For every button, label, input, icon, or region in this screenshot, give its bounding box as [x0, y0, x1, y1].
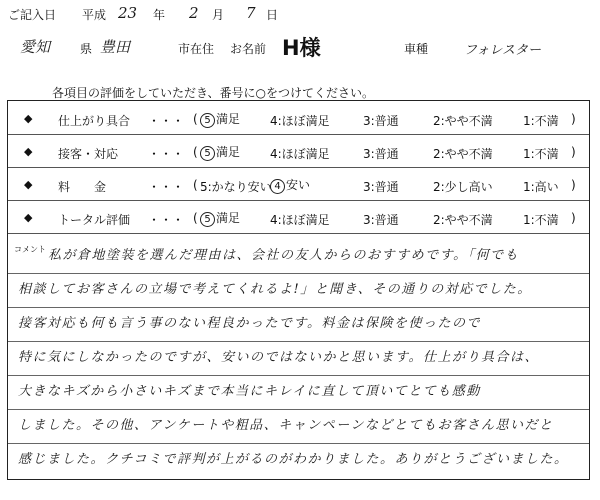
- comment-line-text: 大きなキズから小さいキズまで本当にキレイに直して頂いてとても感動: [18, 384, 481, 399]
- open-paren: (: [193, 112, 198, 126]
- comment-line-text: 特に気にしなかったのですが、安いのではないかと思います。仕上がり具合は、: [18, 350, 539, 365]
- rating-text: 満足: [216, 211, 241, 225]
- era-label: 平成: [82, 8, 107, 22]
- rating-option[interactable]: [523, 112, 559, 129]
- rating-option[interactable]: [363, 112, 399, 129]
- rating-text: :ほぼ満足: [277, 114, 330, 128]
- rating-option[interactable]: [200, 110, 240, 128]
- rating-text: :高い: [530, 180, 559, 194]
- open-paren: (: [193, 145, 198, 159]
- rating-number: 4: [270, 147, 278, 161]
- rating-option[interactable]: [270, 112, 330, 129]
- close-paren: ): [571, 145, 576, 159]
- rating-option[interactable]: [363, 178, 399, 195]
- rating-number: 1: [523, 147, 531, 161]
- month-unit: 月: [212, 8, 225, 22]
- leader-dots: ・・・: [148, 147, 185, 161]
- comment-line-text: 感じました。クチコミで評判が上がるのがわかりました。ありがとうございました。: [18, 452, 569, 467]
- comment-line-text: しました。その他、アンケートや粗品、キャンペーンなどとてもお客さん思いだと: [18, 418, 554, 433]
- close-paren: ): [571, 112, 576, 126]
- rating-number: 3: [363, 147, 371, 161]
- rating-option[interactable]: [363, 211, 399, 228]
- selected-rating-number: 5: [200, 146, 215, 161]
- rating-text: :普通: [370, 213, 399, 227]
- comment-label: コメント: [14, 245, 46, 254]
- comment-area: [8, 236, 589, 479]
- rating-number: 4: [270, 114, 278, 128]
- rating-number: 5: [200, 180, 208, 194]
- survey-row: [8, 202, 589, 234]
- leader-dots: ・・・: [148, 213, 185, 227]
- rating-text: :ほぼ満足: [277, 147, 330, 161]
- rating-text: :不満: [530, 147, 559, 161]
- rating-option[interactable]: [433, 178, 493, 195]
- rating-option[interactable]: [200, 178, 272, 195]
- selected-rating-number: 4: [270, 179, 285, 194]
- rating-text: 満足: [216, 112, 241, 126]
- instruction-text: 各項目の評価をしていただき、番号に○をつけてください。: [52, 86, 374, 100]
- open-paren: (: [193, 211, 198, 225]
- month-value: 2: [189, 4, 199, 22]
- rating-number: 1: [523, 114, 531, 128]
- rating-option[interactable]: [433, 112, 493, 129]
- selected-rating-number: 5: [200, 113, 215, 128]
- customer-name: H様: [282, 36, 321, 60]
- rating-option[interactable]: [270, 176, 310, 194]
- rating-option[interactable]: [523, 145, 559, 162]
- rating-number: 2: [433, 114, 441, 128]
- rating-option[interactable]: [270, 145, 330, 162]
- diamond-bullet-icon: ◆: [24, 178, 33, 191]
- rating-text: :やや不満: [440, 114, 493, 128]
- rating-text: :普通: [370, 147, 399, 161]
- comment-rule-line: [8, 307, 589, 308]
- leader-dots: ・・・: [148, 114, 185, 128]
- rating-number: 1: [523, 180, 531, 194]
- survey-row: [8, 169, 589, 201]
- rating-text: :やや不満: [440, 147, 493, 161]
- rating-option[interactable]: [433, 211, 493, 228]
- survey-box: [7, 100, 590, 480]
- comment-rule-line: [8, 273, 589, 274]
- rating-option[interactable]: [363, 145, 399, 162]
- rating-number: 2: [433, 180, 441, 194]
- name-label: お名前: [230, 42, 267, 56]
- diamond-bullet-icon: ◆: [24, 145, 33, 158]
- rating-text: :やや不満: [440, 213, 493, 227]
- rating-option[interactable]: [433, 145, 493, 162]
- comment-line-text: 接客対応も何も言う事のない程良かったです。料金は保険を使ったので: [18, 316, 481, 331]
- day-unit: 日: [266, 8, 279, 22]
- rating-text: :普通: [370, 114, 399, 128]
- city-label: 市在住: [178, 42, 215, 56]
- comment-rule-line: [8, 341, 589, 342]
- date-title-label: ご記入日: [8, 8, 57, 22]
- rating-number: 3: [363, 213, 371, 227]
- comment-line-text: 相談してお客さんの立場で考えてくれるよ!」と聞き、その通りの対応でした。: [18, 282, 532, 297]
- rating-text: 安い: [286, 178, 311, 192]
- rating-text: :普通: [370, 180, 399, 194]
- rating-text: :ほぼ満足: [277, 213, 330, 227]
- survey-row: [8, 103, 589, 135]
- rating-text: :かなり安い: [207, 180, 272, 194]
- car-label: 車種: [404, 42, 429, 56]
- comment-rule-line: [8, 443, 589, 444]
- comment-rule-line: [8, 409, 589, 410]
- rating-option[interactable]: [200, 209, 240, 227]
- rating-number: 2: [433, 213, 441, 227]
- rating-option[interactable]: [523, 178, 559, 195]
- prefecture-value: 愛知: [20, 38, 51, 56]
- diamond-bullet-icon: ◆: [24, 112, 33, 125]
- diamond-bullet-icon: ◆: [24, 211, 33, 224]
- rating-option[interactable]: [523, 211, 559, 228]
- car-value: フォレスター: [464, 43, 541, 58]
- comment-rule-line: [8, 375, 589, 376]
- day-value: 7: [246, 4, 256, 22]
- leader-dots: ・・・: [148, 180, 185, 194]
- survey-item-label: トータル評価: [58, 213, 131, 227]
- rating-number: 2: [433, 147, 441, 161]
- rating-text: :不満: [530, 114, 559, 128]
- year-value: 23: [118, 4, 138, 22]
- rating-text: :不満: [530, 213, 559, 227]
- rating-number: 1: [523, 213, 531, 227]
- survey-row: [8, 136, 589, 168]
- customer-row: [0, 34, 600, 62]
- rating-option[interactable]: [200, 143, 240, 161]
- survey-item-label: 接客・対応: [58, 147, 119, 161]
- rating-number: 3: [363, 180, 371, 194]
- prefecture-label: 県: [80, 42, 93, 56]
- close-paren: ): [571, 178, 576, 192]
- rating-text: :少し高い: [440, 180, 493, 194]
- survey-item-label: 料 金: [58, 180, 107, 194]
- close-paren: ): [571, 211, 576, 225]
- rating-number: 4: [270, 213, 278, 227]
- year-unit: 年: [153, 8, 166, 22]
- rating-option[interactable]: [270, 211, 330, 228]
- comment-line-text: 私が倉地塗装を選んだ理由は、会社の友人からのおすすめです。「何でも: [48, 248, 520, 263]
- survey-item-label: 仕上がり具合: [58, 114, 131, 128]
- open-paren: (: [193, 178, 198, 192]
- rating-number: 3: [363, 114, 371, 128]
- selected-rating-number: 5: [200, 212, 215, 227]
- city-value: 豊田: [100, 38, 131, 56]
- rating-text: 満足: [216, 145, 241, 159]
